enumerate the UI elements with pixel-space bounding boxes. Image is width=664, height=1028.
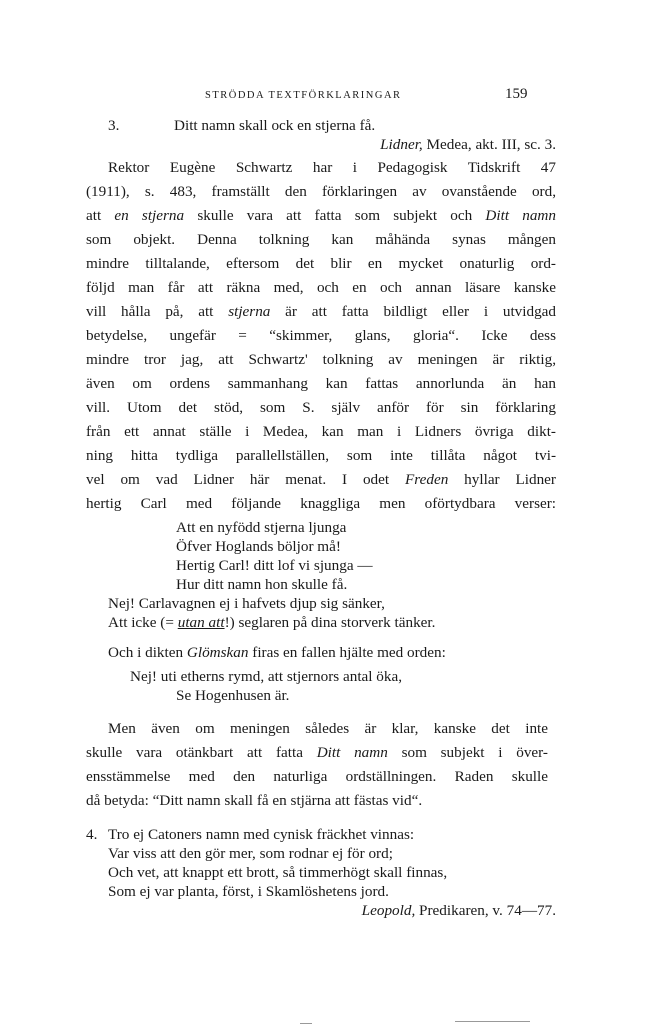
- source-work: Medea, akt. III, sc. 3.: [422, 136, 556, 153]
- poem2-verse-2: Se Hogenhusen är.: [176, 687, 290, 704]
- text-run: Att icke (=: [108, 614, 178, 631]
- para1-line-3: [86, 206, 556, 225]
- para3-line-4: då betyda: “Ditt namn skall få en stjärna att fästas vid“.: [86, 792, 423, 809]
- text-run: vel om vad Lidner här menat. I odet: [86, 471, 405, 488]
- source-author: Leopold,: [361, 902, 416, 919]
- running-head: STRÖDDA TEXTFÖRKLARINGAR: [205, 90, 402, 101]
- source-work: Predikaren, v. 74—77.: [415, 902, 556, 919]
- para1-line-13: ning hitta tydliga parallellställen, som inte tillåta något tvi-: [86, 447, 556, 464]
- section-4-verse-4: Som ej var planta, först, i Skamlöshetens jord.: [108, 883, 389, 900]
- text-run: Och i dikten: [108, 644, 187, 661]
- text-run: skulle vara otänkbart att fatta: [86, 744, 317, 761]
- section-4-number: 4.: [86, 826, 98, 843]
- para3-line-3: ensstämmelse med den naturliga ordställningen. Raden skulle: [86, 768, 548, 785]
- poem1-verse-3: Hertig Carl! ditt lof vi sjunga —: [176, 557, 373, 574]
- para1-line-7: [86, 302, 556, 321]
- italic-run: utan att: [177, 614, 225, 631]
- text-run: att: [86, 207, 115, 224]
- text-run: som subjekt i över-: [387, 744, 548, 761]
- section-3-quote: Ditt namn skall ock en stjerna få.: [174, 117, 376, 134]
- poem1-verse-1: Att en nyfödd stjerna ljunga: [176, 519, 347, 536]
- para1-line-8: betydelse, ungefär = “skimmer, glans, gloria“. Icke dess: [86, 327, 556, 344]
- para1-line-10: även om ordens sammanhang kan fattas annorlunda än han: [86, 375, 556, 392]
- page-number: 159: [505, 86, 528, 102]
- para1-line-11: vill. Utom det stöd, som S. själv anför för sin förklaring: [86, 399, 556, 416]
- para1-line-2: (1911), s. 483, framställt den förklaringen av ovanstående ord,: [86, 183, 556, 200]
- poem1-verse-5: Nej! Carlavagnen ej i hafvets djup sig sänker,: [108, 595, 385, 612]
- para1-line-14: [86, 470, 556, 489]
- section-4-verse-1: Tro ej Catoners namn med cynisk fräckhet vinnas:: [108, 826, 415, 843]
- text-run: skulle vara att fatta som subjekt och: [184, 207, 486, 224]
- para1-line-4: som objekt. Denna tolkning kan måhända synas mången: [86, 231, 556, 248]
- para1-line-9: mindre tror jag, att Schwartz' tolkning av meningen är riktig,: [86, 351, 556, 368]
- scan-artifact-line: [455, 1021, 530, 1022]
- poem2-verse-1: Nej! uti etherns rymd, att stjernors antal öka,: [130, 668, 403, 685]
- italic-run: stjerna: [228, 303, 271, 320]
- italic-run: Glömskan: [186, 644, 249, 661]
- poem1-verse-4: Hur ditt namn hon skulle få.: [176, 576, 348, 593]
- text-run: firas en fallen hjälte med orden:: [248, 644, 446, 661]
- para3-line-2: [86, 743, 548, 762]
- text-run: vill hålla på, att: [86, 303, 229, 320]
- source-author: Lidner,: [380, 136, 423, 153]
- poem1-verse-2: Öfver Hoglands böljor må!: [176, 538, 341, 555]
- section-4-source: [362, 901, 556, 920]
- poem1-verse-6: [108, 613, 435, 632]
- para1-line-15: hertig Carl med följande knaggliga men oförtydbara verser:: [86, 495, 556, 512]
- para1-line-12: från ett annat ställe i Medea, kan man i Lidners övriga dikt-: [86, 423, 556, 440]
- italic-run: Freden: [405, 471, 449, 488]
- para2-line: [108, 643, 446, 662]
- italic-run: en stjerna: [114, 207, 185, 224]
- para3-line-1: Men även om meningen således är klar, kanske det inte: [108, 720, 548, 737]
- scan-artifact-dash: [300, 1023, 312, 1024]
- para1-line-1: Rektor Eugène Schwartz har i Pedagogisk Tidskrift 47: [108, 159, 556, 176]
- text-run: hyllar Lidner: [448, 471, 556, 488]
- para1-line-6: följd man får att räkna med, och en och annan läsare kanske: [86, 279, 556, 296]
- para1-line-5: mindre tilltalande, eftersom det blir en mycket onaturlig ord-: [86, 255, 556, 272]
- section-4-verse-3: Och vet, att knappt ett brott, så timmerhögt skall finnas,: [108, 864, 448, 881]
- section-3-number: 3.: [108, 117, 120, 134]
- section-3-source: [380, 135, 556, 154]
- text-run: !) seglaren på dina storverk tänker.: [224, 614, 436, 631]
- text-run: är att fatta bildligt eller i utvidgad: [270, 303, 556, 320]
- italic-run: Ditt namn: [316, 744, 388, 761]
- italic-run: Ditt namn: [485, 207, 556, 224]
- section-4-verse-2: Var viss att den gör mer, som rodnar ej för ord;: [108, 845, 393, 862]
